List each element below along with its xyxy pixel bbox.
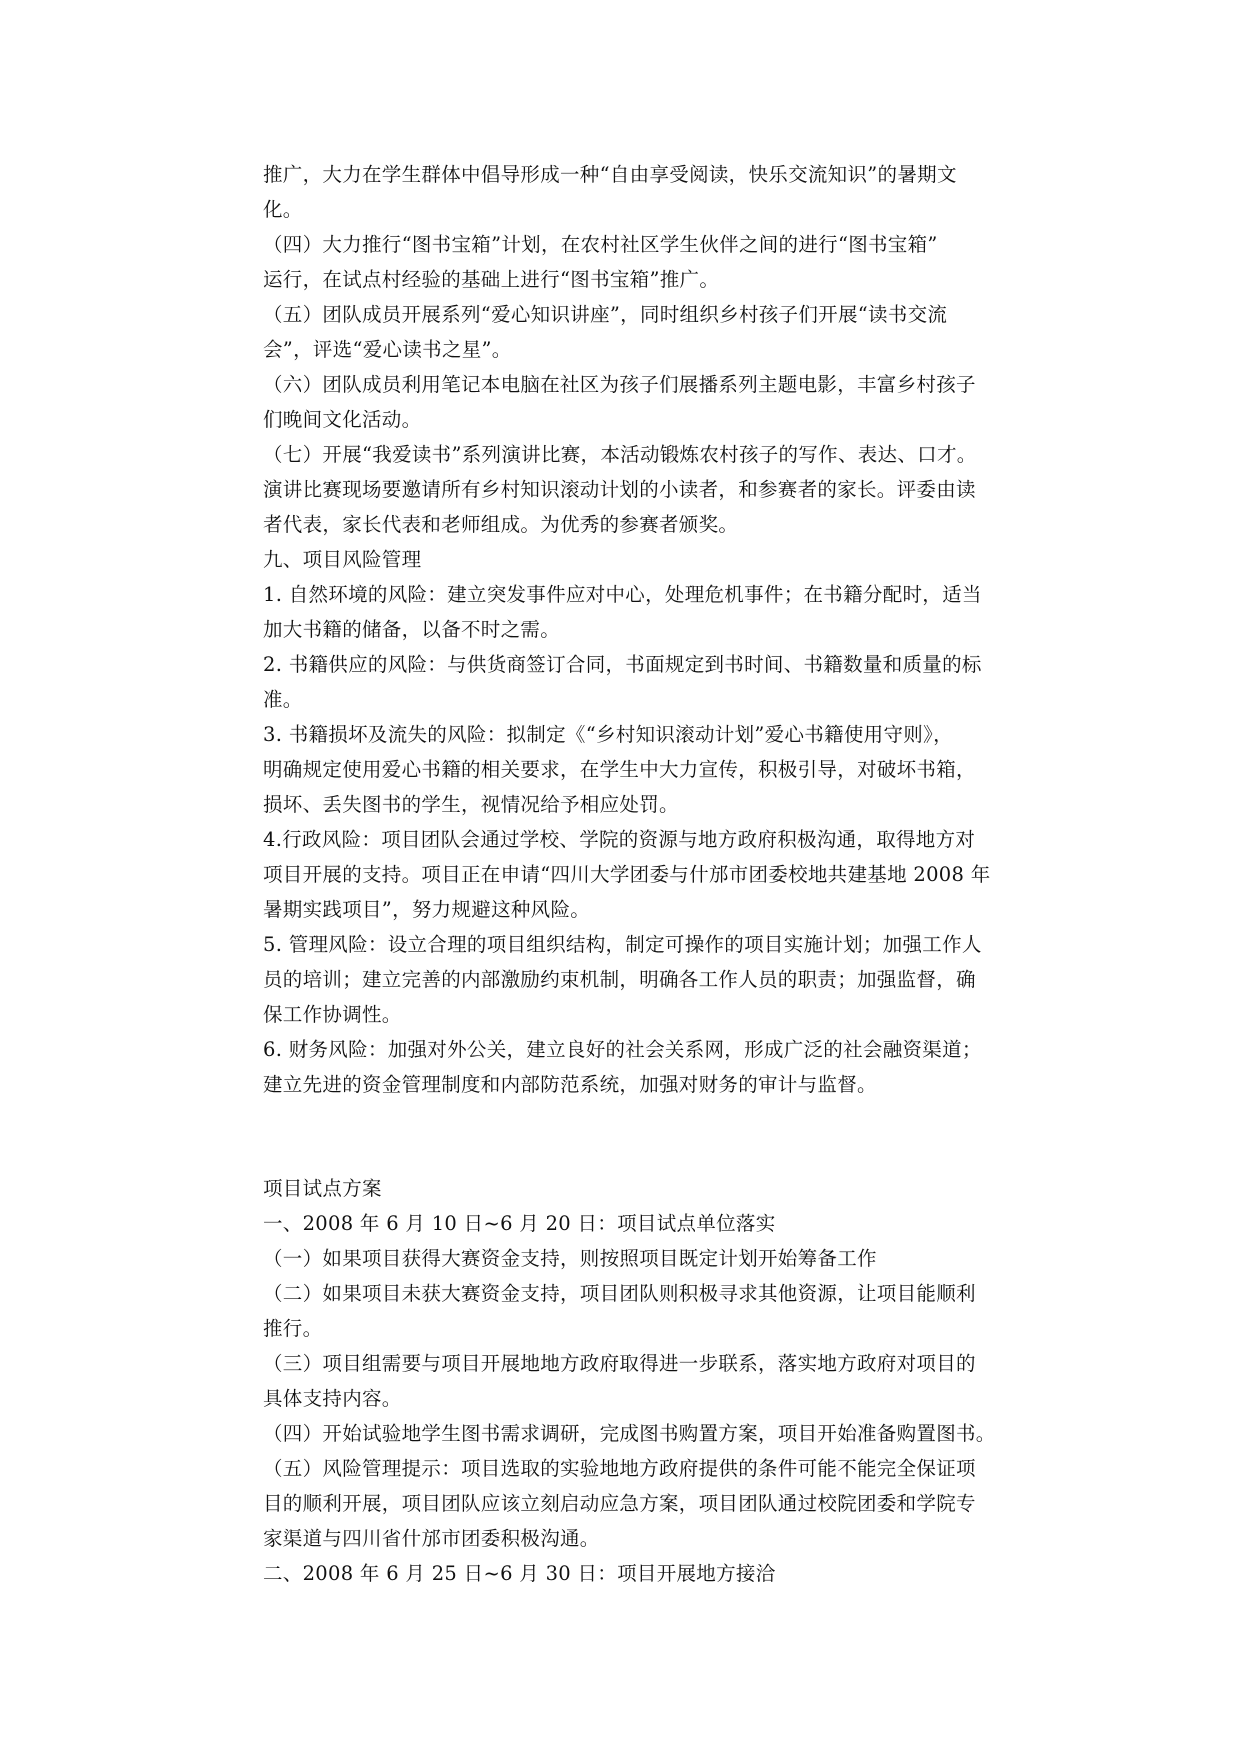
text-line: 具体支持内容。 — [263, 1387, 402, 1410]
text-line: 3. 书籍损坏及流失的风险：拟制定《“乡村知识滚动计划”爱心书籍使用守则》， — [263, 723, 953, 746]
text-line: 项目开展的支持。项目正在申请“四川大学团委与什邡市团委校地共建基地 2008 年 — [263, 863, 991, 886]
section-heading: 九、项目风险管理 — [263, 548, 422, 571]
text-line: 建立先进的资金管理制度和内部防范系统，加强对财务的审计与监督。 — [263, 1073, 877, 1096]
text-line: 家渠道与四川省什邡市团委积极沟通。 — [263, 1527, 600, 1550]
text-line: 目的顺利开展，项目团队应该立刻启动应急方案，项目团队通过校院团委和学院专 — [263, 1492, 976, 1515]
text-line: 5. 管理风险：设立合理的项目组织结构，制定可操作的项目实施计划；加强工作人 — [263, 933, 982, 956]
text-line: （五）风险管理提示：项目选取的实验地地方政府提供的条件可能不能完全保证项 — [263, 1457, 976, 1480]
section-activities-and-risk — [263, 157, 1073, 1102]
text-line: 演讲比赛现场要邀请所有乡村知识滚动计划的小读者，和参赛者的家长。评委由读 — [263, 478, 976, 501]
text-line: 暑期实践项目”，努力规避这种风险。 — [263, 898, 591, 921]
text-line: 推行。 — [263, 1317, 323, 1340]
phase-heading: 一、2008 年 6 月 10 日~6 月 20 日：项目试点单位落实 — [263, 1212, 776, 1235]
text-line: 6. 财务风险：加强对外公关，建立良好的社会关系网，形成广泛的社会融资渠道； — [263, 1038, 982, 1061]
text-line: 准。 — [263, 688, 303, 711]
text-line: 明确规定使用爱心书籍的相关要求，在学生中大力宣传，积极引导，对破坏书箱， — [263, 758, 976, 781]
section-pilot-plan — [263, 1171, 1073, 1591]
text-line: 2. 书籍供应的风险：与供货商签订合同，书面规定到书时间、书籍数量和质量的标 — [263, 653, 982, 676]
text-line: （七）开展“我爱读书”系列演讲比赛，本活动锻炼农村孩子的写作、表达、口才。 — [263, 443, 977, 466]
text-line: （五）团队成员开展系列“爱心知识讲座”，同时组织乡村孩子们开展“读书交流 — [263, 303, 948, 326]
text-line: 推广，大力在学生群体中倡导形成一种“自由享受阅读，快乐交流知识”的暑期文 — [263, 163, 957, 186]
text-line: （一）如果项目获得大赛资金支持，则按照项目既定计划开始筹备工作 — [263, 1247, 877, 1270]
paragraph-gap — [263, 1102, 1073, 1171]
section-title: 项目试点方案 — [263, 1177, 382, 1200]
text-line: （六）团队成员利用笔记本电脑在社区为孩子们展播系列主题电影，丰富乡村孩子 — [263, 373, 976, 396]
text-line: 化。 — [263, 198, 303, 221]
text-line: （三）项目组需要与项目开展地地方政府取得进一步联系，落实地方政府对项目的 — [263, 1352, 976, 1375]
phase-heading: 二、2008 年 6 月 25 日~6 月 30 日：项目开展地方接洽 — [263, 1562, 776, 1585]
text-line: 1. 自然环境的风险：建立突发事件应对中心，处理危机事件；在书籍分配时，适当 — [263, 583, 982, 606]
text-line: 员的培训；建立完善的内部激励约束机制，明确各工作人员的职责；加强监督，确 — [263, 968, 976, 991]
text-line: 会”，评选“爱心读书之星”。 — [263, 338, 512, 361]
text-line: 保工作协调性。 — [263, 1003, 402, 1026]
text-line: 损坏、丢失图书的学生，视情况给予相应处罚。 — [263, 793, 679, 816]
text-line: （四）开始试验地学生图书需求调研，完成图书购置方案，项目开始准备购置图书。 — [263, 1422, 996, 1445]
text-line: 加大书籍的储备，以备不时之需。 — [263, 618, 561, 641]
document-page — [263, 157, 1073, 1591]
text-line: （四）大力推行“图书宝箱”计划，在农村社区学生伙伴之间的进行“图书宝箱” — [263, 233, 938, 256]
text-line: （二）如果项目未获大赛资金支持，项目团队则积极寻求其他资源，让项目能顺利 — [263, 1282, 976, 1305]
text-line: 4.行政风险：项目团队会通过学校、学院的资源与地方政府积极沟通，取得地方对 — [263, 828, 976, 851]
text-line: 者代表，家长代表和老师组成。为优秀的参赛者颁奖。 — [263, 513, 739, 536]
text-line: 运行，在试点村经验的基础上进行“图书宝箱”推广。 — [263, 268, 720, 291]
text-line: 们晚间文化活动。 — [263, 408, 422, 431]
